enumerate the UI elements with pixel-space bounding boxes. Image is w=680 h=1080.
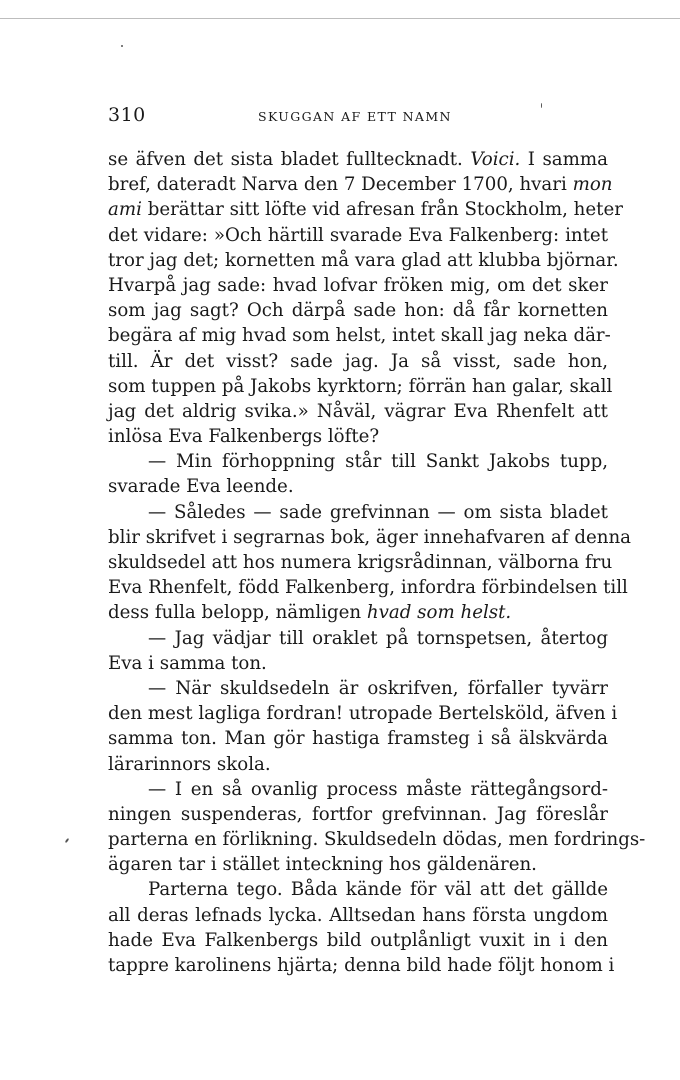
text-segment: berättar sitt löfte vid afresan från Stockholm, heter: [141, 199, 623, 221]
text-segment: Eva i samma ton.: [108, 652, 267, 674]
text-line: [108, 223, 608, 248]
text-segment: svarade Eva leende.: [108, 476, 294, 498]
italic-text: ami: [108, 199, 142, 221]
italic-text: hvad som helst.: [366, 602, 512, 624]
text-line: [108, 928, 608, 953]
text-line: [108, 374, 613, 399]
text-line: [108, 197, 623, 222]
text-segment: parterna en förlikning. Skuldsedeln dödas, men fordrings-: [108, 829, 646, 851]
text-line: [108, 827, 646, 852]
text-segment: ägaren tar i stället inteckning hos gäldenären.: [108, 854, 537, 876]
text-line: [108, 600, 608, 625]
text-segment: den mest lagliga fordran! utropade Bertelsköld, äfven i: [108, 703, 618, 725]
text-line: [108, 626, 608, 651]
text-line: [108, 953, 615, 978]
text-segment: all deras lefnads lycka. Alltsedan hans första ungdom: [108, 904, 608, 926]
text-segment: till. Är det visst? sade jag. Ja så visst, sade hon,: [108, 350, 608, 372]
text-segment: tappre karolinens hjärta; denna bild hade följt honom i: [108, 955, 615, 976]
scan-speck: [65, 838, 70, 843]
text-line: [108, 676, 608, 701]
body-text: [108, 147, 646, 978]
text-segment: ningen suspenderas, fortfor grefvinnan. Jag föreslår: [108, 803, 608, 825]
running-head: [108, 104, 608, 130]
text-segment: som jag sagt? Och därpå sade hon: då får kornetten: [108, 300, 608, 322]
text-line: [108, 852, 608, 877]
text-segment: se äfven det sista bladet fulltecknadt.: [108, 149, 471, 170]
text-line: [108, 877, 608, 902]
text-segment: begära af mig hvad som helst, intet skall jag neka där-: [108, 325, 611, 347]
text-segment: tror jag det; kornetten må vara glad att klubba björnar.: [108, 249, 619, 271]
text-line: [108, 701, 618, 726]
text-line: [108, 298, 608, 323]
text-segment: — När skuldsedeln är oskrifven, förfaller tyvärr: [148, 677, 608, 699]
text-segment: Eva Rhenfelt, född Falkenberg, infordra förbindelsen till: [108, 577, 628, 599]
text-line: [108, 802, 608, 827]
text-segment: skuldsedel att hos numera krigsrådinnan, välborna fru: [108, 552, 613, 573]
text-line: [108, 500, 608, 525]
text-segment: — Min förhoppning står till Sankt Jakobs tupp,: [148, 451, 608, 473]
text-segment: dess fulla belopp, nämligen: [108, 602, 367, 624]
text-segment: blir skrifvet i segrarnas bok, äger innehafvaren af denna: [108, 526, 632, 548]
text-segment: jag det aldrig svika.» Nåväl, vägrar Eva Rhenfelt att: [108, 400, 608, 422]
text-segment: inlösa Eva Falkenbergs löfte?: [108, 426, 380, 448]
text-segment: lärarinnors skola.: [108, 753, 271, 775]
text-line: [108, 726, 608, 751]
text-line: [108, 525, 632, 550]
text-line: [108, 323, 611, 348]
scan-speck: [121, 45, 123, 47]
text-segment: det vidare: »Och härtill svarade Eva Falkenberg: intet: [108, 224, 608, 246]
text-line: [108, 147, 608, 172]
text-segment: samma ton. Man gör hastiga framsteg i så älskvärda: [108, 728, 608, 750]
text-segment: I samma: [520, 149, 608, 170]
text-line: [108, 273, 608, 298]
text-line: [108, 550, 613, 575]
book-title: SKUGGAN AF ETT NAMN: [258, 109, 452, 124]
text-segment: — Således — sade grefvinnan — om sista bladet: [148, 501, 608, 523]
text-line: [108, 248, 619, 273]
text-segment: Hvarpå jag sade: hvad lofvar fröken mig, om det sker: [108, 274, 608, 296]
text-line: [108, 474, 608, 499]
italic-text: Voici.: [470, 149, 521, 170]
text-line: [108, 172, 613, 197]
text-line: [108, 424, 608, 449]
text-line: [108, 575, 628, 600]
page-number: 310: [108, 104, 146, 126]
text-line: [108, 777, 608, 802]
text-line: [108, 651, 608, 676]
italic-text: mon: [572, 174, 613, 196]
top-scan-rule: [0, 18, 680, 19]
text-segment: som tuppen på Jakobs kyrktorn; förrän han galar, skall: [108, 375, 613, 397]
text-line: [108, 349, 608, 374]
text-line: [108, 399, 608, 424]
text-segment: Parterna tego. Båda kände för väl att det gällde: [148, 879, 608, 901]
text-line: [108, 903, 608, 928]
text-segment: — Jag vädjar till oraklet på tornspetsen, återtog: [148, 627, 608, 649]
text-segment: — I en så ovanlig process måste rättegångsord-: [148, 778, 608, 800]
text-line: [108, 752, 608, 777]
text-line: [108, 449, 608, 474]
text-segment: bref, dateradt Narva den 7 December 1700, hvari: [108, 174, 573, 196]
text-segment: hade Eva Falkenbergs bild outplånligt vuxit in i den: [108, 929, 608, 951]
